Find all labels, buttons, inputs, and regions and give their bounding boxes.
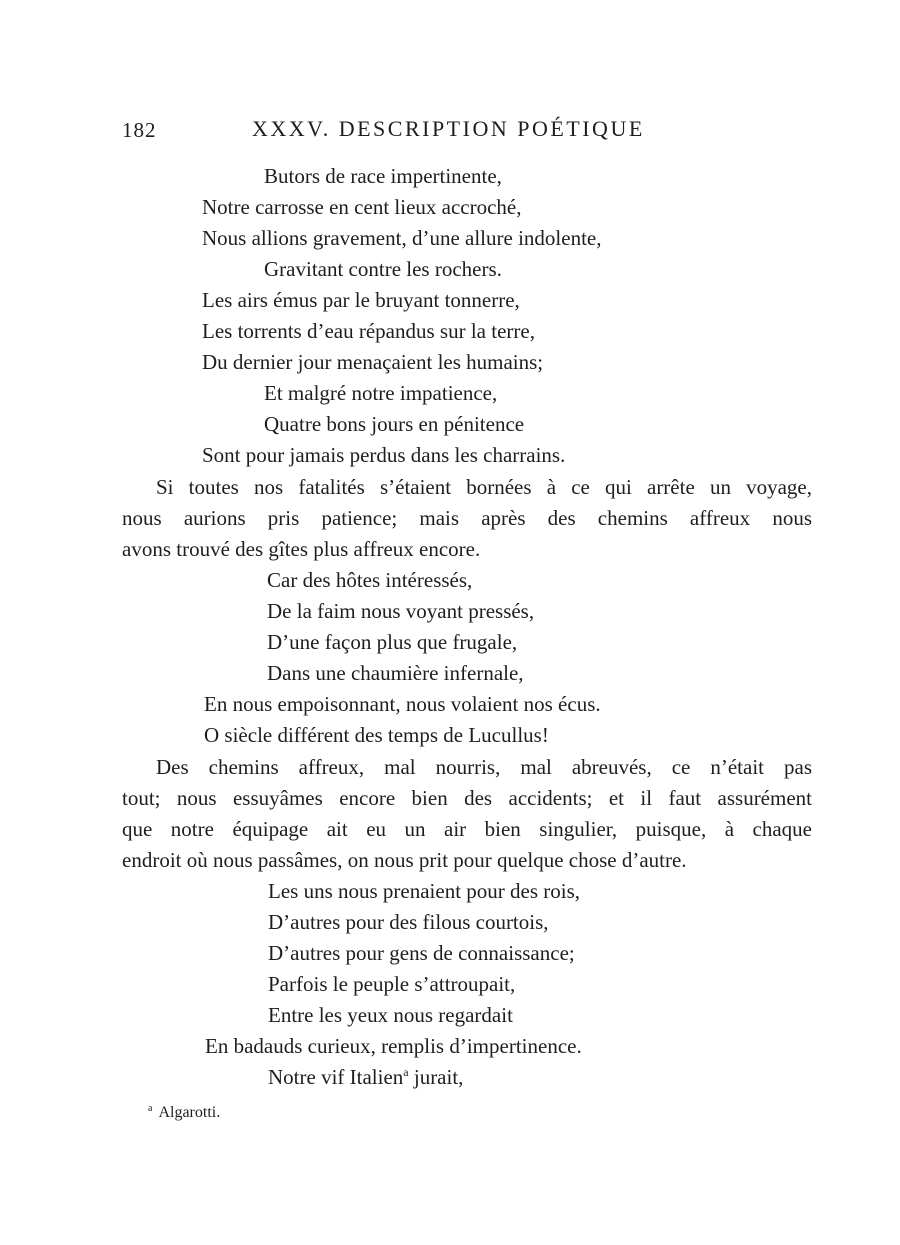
verse-line: Entre les yeux nous regardait bbox=[268, 1003, 513, 1027]
prose-line: endroit où nous passâmes, on nous prit pour quelque chose d’autre. bbox=[122, 848, 687, 872]
footnote-text: Algarotti. bbox=[158, 1104, 221, 1121]
footnote bbox=[148, 1104, 220, 1122]
verse-line: D’autres pour des filous courtois, bbox=[268, 910, 549, 934]
running-title: XXXV. DESCRIPTION POÉTIQUE bbox=[252, 116, 645, 141]
verse-line: Les torrents d’eau répandus sur la terre, bbox=[202, 319, 535, 343]
verse-line: Du dernier jour menaçaient les humains; bbox=[202, 350, 544, 374]
verse-line: Dans une chaumière infernale, bbox=[267, 661, 524, 685]
verse-text: jurait, bbox=[413, 1065, 464, 1089]
verse-line: Les airs émus par le bruyant tonnerre, bbox=[202, 288, 520, 312]
verse-line: Car des hôtes intéressés, bbox=[267, 568, 473, 592]
verse-line: Parfois le peuple s’attroupait, bbox=[268, 972, 516, 996]
prose-line: que notre équipage ait eu un air bien singulier, puisque, à chaque bbox=[122, 817, 812, 841]
verse-line: Gravitant contre les rochers. bbox=[264, 257, 502, 281]
verse-text: Notre vif Italien bbox=[268, 1065, 404, 1089]
page-number: 182 bbox=[122, 118, 157, 142]
footnote-marker: a bbox=[148, 1102, 153, 1114]
verse-line: Sont pour jamais perdus dans les charrains. bbox=[202, 443, 566, 467]
verse-line: O siècle différent des temps de Lucullus! bbox=[204, 723, 549, 747]
verse-line: Butors de race impertinente, bbox=[264, 164, 502, 188]
prose-line: Si toutes nos fatalités s’étaient bornées à ce qui arrête un voyage, bbox=[156, 475, 812, 499]
verse-line: En badauds curieux, remplis d’impertinence. bbox=[205, 1034, 582, 1058]
prose-line: Des chemins affreux, mal nourris, mal abreuvés, ce n’était pas bbox=[156, 755, 812, 779]
verse-line: Quatre bons jours en pénitence bbox=[264, 412, 525, 436]
verse-line: Les uns nous prenaient pour des rois, bbox=[268, 879, 581, 903]
verse-line: D’autres pour gens de connaissance; bbox=[268, 941, 575, 965]
verse-line: D’une façon plus que frugale, bbox=[267, 630, 518, 654]
prose-paragraph bbox=[122, 752, 812, 876]
prose-line: tout; nous essuyâmes encore bien des accidents; et il faut assurément bbox=[122, 786, 812, 810]
verse-line: Nous allions gravement, d’une allure indolente, bbox=[202, 226, 602, 250]
verse-line: Notre carrosse en cent lieux accroché, bbox=[202, 195, 522, 219]
verse-line: En nous empoisonnant, nous volaient nos écus. bbox=[204, 692, 601, 716]
prose-line: avons trouvé des gîtes plus affreux encore. bbox=[122, 537, 481, 561]
footnote-reference: a bbox=[403, 1065, 409, 1079]
verse-line-with-note bbox=[268, 1064, 463, 1090]
prose-paragraph bbox=[122, 472, 812, 565]
verse-line: De la faim nous voyant pressés, bbox=[267, 599, 535, 623]
verse-line: Et malgré notre impatience, bbox=[264, 381, 498, 405]
prose-line: nous aurions pris patience; mais après des chemins affreux nous bbox=[122, 506, 812, 530]
